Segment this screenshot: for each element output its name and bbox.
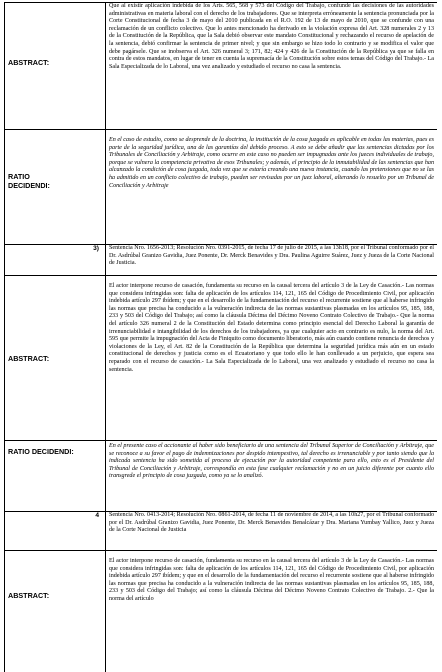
case3-number: 3) xyxy=(93,245,99,252)
jurisprudence-table xyxy=(4,2,437,672)
table-row xyxy=(5,441,438,512)
case2-abstract-text: Que al existir aplicación indebida de los Arts. 565, 568 y 573 del Código del Trabajo, confunde las decisiones de las autoridades administrativas en materia laboral con el derecho de los trabajadores. Que se interpreta erróneamente la sentencia pronunciada por la Corte Constitucional de fecha 3 de mayo del 2010 publicada en el R.O. 192 de 13 de mayo de 2010, que se confunde con una reclamación de un conflicto colectivo. Que lo antes mencionado ha derivado en la violación expresa del Art. 328 numerales 2 y 13 de la Constitución de la República, que la Sala debió observar este mandato Constitucional y rechazando el recurso de apelación de la sentencia, debió confirmar la sentencia de primer nivel; y que sin embargo se hizo todo lo contrario y se modifica el valor que debe pagársele. Que se inobserva el Art. 326 numeral 3; 171, 82; 424 y 426 de la Constitución de la República ya que se falla en contra de estos mandatos, en lugar de tener en cuenta la supremacía de la Constitución sobre estos temas del Código del Trabajo.- La Sala Especializada de lo Laboral, una vez analizado y estudiado el recurso no casa la sentencia. xyxy=(109,3,434,70)
case4-abstract-text: El actor interpone recurso de casación, fundamenta su recurso en la causal tercera del artículo 3 de la Ley de Casación.- Las normas que considera infringidas son: falta de aplicación de los artículos 114, 121, 165 del Código de Procedimiento Civil, por aplicación indebida artículo 297 ibídem; y que en el desarrollo de la fundamentación del recurso el recurrente sostiene que al haberse infringido las normas que precisa ha conducido a la vulneración indirecta de las normas sustantivas plasmadas en los artículos 95, 185, 188, 233 y 503 del Código del Trabajo; así como la cláusula Décima del Décimo Noveno Contrato Colectivo de Trabajo. 2.- Que la norma del artículo xyxy=(109,558,434,602)
abstract-label: ABSTRACT: xyxy=(8,58,50,67)
table-row xyxy=(5,130,438,245)
ratio-label-line2: DECIDENDI: xyxy=(8,181,50,190)
document-page xyxy=(4,2,437,672)
table-row xyxy=(5,551,438,672)
case4-header-text: Sentencia Nro. 0413-2014; Resolución Nro. 0861-2014, de fecha 11 de noviembre de 2014, a las 10h27, por el Tribunal conformado por el Dr. Asdrúbal Granizo Gavidia, Juez Ponente, Dr. Merck Benavides Benalcázar y Dra. Mariana Yumbay Yallico, Juez y Jueza de la Corte Nacional de Justicia xyxy=(109,512,434,534)
case3-ratio-text: En el presente caso el accionante al haber sido beneficiario de una sentencia del Tribunal Superior de Conciliación y Arbitraje, que se reconoce a su favor el pago de indemnizaciones por despido intempestivo, tal derecho es irrenunciable y por tanto siendo que la indicada sentencia ha sido sometida al proceso de ejecución por la autoridad competente para ello, esto es el Presidente del Tribunal de Conciliación y Arbitraje, correspondía en esta fase cualquier reclamación y no en un juicio diferente por cuanto ello transgrede el principio de cosa juzgada, como ya se lo analizó. xyxy=(109,443,434,480)
ratio-label-line1: RATIO xyxy=(8,172,30,181)
case4-number: 4 xyxy=(95,512,99,519)
ratio-decidendi-label: RATIO DECIDENDI: xyxy=(8,447,74,456)
table-row xyxy=(5,245,438,276)
ratio-decidendi-label xyxy=(5,130,105,190)
case3-abstract-text: El actor interpone recurso de casación, fundamenta su recurso en la causal tercera del artículo 3 de la Ley de Casación.- Las normas que considera infringidas son: falta de aplicación de los artículos 114, 121, 165 del Código de Procedimiento Civil, por aplicación indebida artículo 297 ibídem; y que en el desarrollo de la fundamentación del recurso el recurrente sostiene que al haberse infringido las normas que precisa ha conducido a la vulneración indirecta de las normas sustantivas plasmadas en los artículos 95, 185, 188, 233 y 503 del Código del Trabajo; así como la cláusula Décima del Décimo Noveno Contrato Colectivo de Trabajo.- Que la norma del artículo 326 numeral 2 de la Constitución del Estado determina como principio esencial del Derecho Laboral la garantía de irrenunciabilidad e intangibilidad de los derechos de los trabajadores, ya que cualquier acto en contrario es nulo, la norma del Art. 595 que permite la impugnación del Acta de Finiquito como documento liberatorio, más aún cuando contiene renuncia de derechos y violaciones de la Ley, el Art. 82 de la Constitución de la República que determina la seguridad jurídica más aún en un estado constitucional de derechos y justicia como es el Ecuatoriano y que todo ello le han conllevado a un perjuicio, que espera sea reparado con el recurso de casación.- La Sala Especializada de lo Laboral, una vez analizado y estudiado el recurso no casa la sentencia. xyxy=(109,283,434,373)
abstract-label: ABSTRACT: xyxy=(8,591,50,600)
abstract-label: ABSTRACT: xyxy=(8,354,50,363)
table-row xyxy=(5,3,438,130)
case2-ratio-text: En el caso de estudio, como se desprende de la doctrina, la institución de la cosa juzgada es aplicable en todas las materias, pues es parte de la seguridad jurídica, una de las garantías del debido proceso. A esto se debe añadir que las sentencias dictadas por los Tribunales de Conciliación y Arbitraje, como ocurre en este caso no pueden ser impugnadas ante los jueces individuales de trabajo, porque se vulnera la competencia privativa de esos Tribunales; y además, el principio de la inmutabilidad de las sentencias que han alcanzado la condición de cosa juzgada, toda vez que se estaría creando una nueva instancia, cuando las pretensiones que no se las ha admitido en un conflicto colectivo de trabajo, pueden ser revisadas por un juez laboral, alterando lo resuelto por un Tribunal de Conciliación y Arbitraje xyxy=(109,137,434,189)
table-row xyxy=(5,276,438,441)
table-row xyxy=(5,512,438,551)
case3-header-text: Sentencia Nro. 1656-2013; Resolución Nro. 0391-2015, de fecha 17 de julio de 2015, a las 13h18, por el Tribunal conformado por el Dr. Asdrúbal Granizo Gavidia, Juez Ponente, Dr. Merck Benavides y Dra. Paulina Aguirre Suárez, Juez y Jueza de la Corte Nacional de Justicia. xyxy=(109,245,434,267)
